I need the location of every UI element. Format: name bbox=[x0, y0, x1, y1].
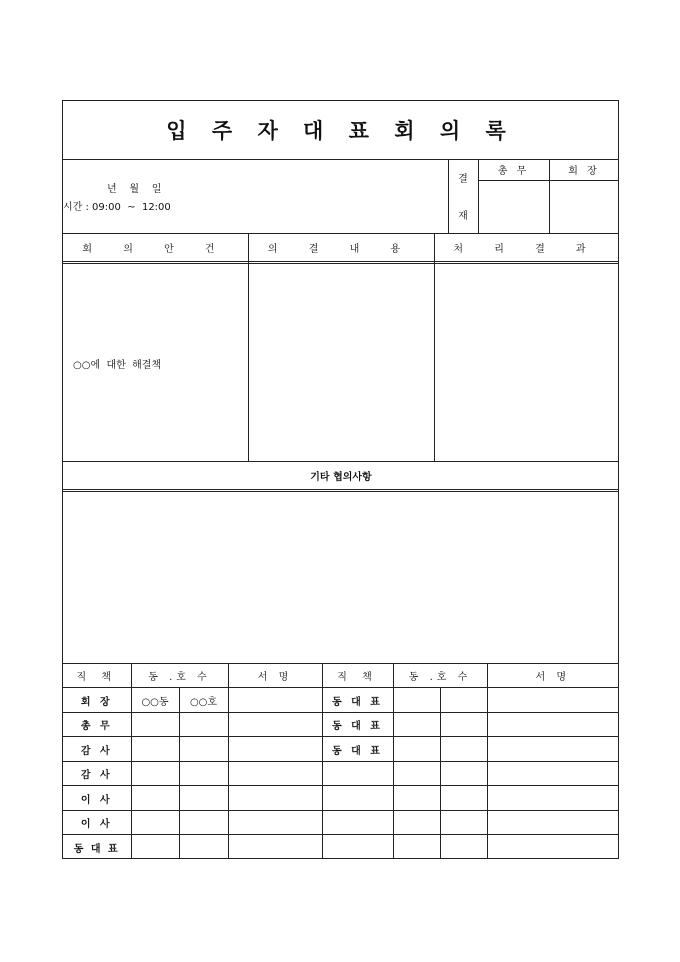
approval-label-bottom: 재 bbox=[458, 210, 468, 222]
header-resolution: 의 결 내 용 bbox=[267, 243, 415, 255]
ho-cell[interactable] bbox=[179, 835, 228, 859]
dong-cell[interactable] bbox=[131, 786, 179, 811]
other-matters-area[interactable] bbox=[63, 493, 619, 663]
header-position-2: 직 책 bbox=[322, 664, 393, 688]
dong-cell[interactable] bbox=[131, 737, 179, 762]
other-matters-header: 기타 협의사항 bbox=[310, 471, 372, 483]
meeting-date: 년 월 일 bbox=[107, 184, 162, 195]
meeting-time: 시간 : 09:00 ~ 12:00 bbox=[63, 202, 171, 213]
role-cell-2 bbox=[322, 761, 393, 786]
signature-cell-2[interactable] bbox=[487, 761, 618, 786]
header-signature: 서 명 bbox=[228, 664, 322, 688]
ho-cell-2[interactable] bbox=[440, 712, 487, 737]
dong-cell[interactable] bbox=[131, 761, 179, 786]
ho-cell-2[interactable] bbox=[440, 737, 487, 762]
table-row bbox=[63, 688, 618, 713]
approval-sign-president[interactable] bbox=[549, 181, 619, 232]
signature-cell[interactable] bbox=[228, 810, 322, 835]
table-row bbox=[63, 786, 618, 811]
ho-cell[interactable]: ○○호 bbox=[179, 688, 228, 713]
ho-cell[interactable] bbox=[179, 761, 228, 786]
dong-cell[interactable]: ○○동 bbox=[131, 688, 179, 713]
signature-cell[interactable] bbox=[228, 761, 322, 786]
signature-cell-2[interactable] bbox=[487, 810, 618, 835]
signature-cell[interactable] bbox=[228, 835, 322, 859]
role-cell: 이 사 bbox=[63, 810, 131, 835]
role-cell: 총 무 bbox=[63, 712, 131, 737]
signature-cell-2[interactable] bbox=[487, 712, 618, 737]
approval-sign-treasurer[interactable] bbox=[478, 181, 549, 232]
header-result: 처 리 결 과 bbox=[453, 243, 600, 255]
dong-cell-2[interactable] bbox=[393, 810, 440, 835]
signature-cell-2[interactable] bbox=[487, 786, 618, 811]
approval-col-president: 회 장 bbox=[568, 166, 600, 177]
signature-cell[interactable] bbox=[228, 712, 322, 737]
role-cell: 감 사 bbox=[63, 737, 131, 762]
approval-col-treasurer: 총 무 bbox=[497, 166, 530, 177]
signature-cell[interactable] bbox=[228, 688, 322, 713]
table-row bbox=[63, 835, 618, 859]
signature-cell-2[interactable] bbox=[487, 688, 618, 713]
attendee-table bbox=[63, 664, 618, 859]
meeting-minutes-form bbox=[62, 100, 619, 859]
signature-cell[interactable] bbox=[228, 786, 322, 811]
ho-cell[interactable] bbox=[179, 786, 228, 811]
header-unit: 동 .호 수 bbox=[131, 664, 228, 688]
role-cell-2: 동 대 표 bbox=[322, 688, 393, 713]
role-cell: 이 사 bbox=[63, 786, 131, 811]
approval-label-top: 결 bbox=[458, 173, 468, 185]
ho-cell-2[interactable] bbox=[440, 810, 487, 835]
header-unit-2: 동 .호 수 bbox=[393, 664, 487, 688]
role-cell-2 bbox=[322, 810, 393, 835]
role-cell: 회 장 bbox=[63, 688, 131, 713]
dong-cell-2[interactable] bbox=[393, 688, 440, 713]
ho-cell-2[interactable] bbox=[440, 835, 487, 859]
role-cell-2 bbox=[322, 835, 393, 859]
ho-cell[interactable] bbox=[179, 712, 228, 737]
header-signature-2: 서 명 bbox=[487, 664, 618, 688]
table-row bbox=[63, 712, 618, 737]
header-agenda: 회 의 안 건 bbox=[82, 243, 229, 255]
signature-cell[interactable] bbox=[228, 737, 322, 762]
role-cell-2: 동 대 표 bbox=[322, 712, 393, 737]
ho-cell-2[interactable] bbox=[440, 786, 487, 811]
resolution-content-area[interactable] bbox=[249, 265, 433, 460]
role-cell: 감 사 bbox=[63, 761, 131, 786]
table-row bbox=[63, 761, 618, 786]
ho-cell-2[interactable] bbox=[440, 688, 487, 713]
dong-cell-2[interactable] bbox=[393, 835, 440, 859]
ho-cell[interactable] bbox=[179, 810, 228, 835]
role-cell-2: 동 대 표 bbox=[322, 737, 393, 762]
dong-cell-2[interactable] bbox=[393, 737, 440, 762]
dong-cell[interactable] bbox=[131, 835, 179, 859]
table-row bbox=[63, 737, 618, 762]
signature-cell-2[interactable] bbox=[487, 835, 618, 859]
role-cell-2 bbox=[322, 786, 393, 811]
result-content-area[interactable] bbox=[435, 265, 618, 460]
attendee-header-row bbox=[63, 664, 618, 688]
divider bbox=[63, 489, 618, 492]
dong-cell[interactable] bbox=[131, 712, 179, 737]
dong-cell-2[interactable] bbox=[393, 786, 440, 811]
role-cell: 동 대 표 bbox=[63, 835, 131, 859]
dong-cell[interactable] bbox=[131, 810, 179, 835]
document-title: 입 주 자 대 표 회 의 록 bbox=[166, 119, 515, 143]
signature-cell-2[interactable] bbox=[487, 737, 618, 762]
dong-cell-2[interactable] bbox=[393, 761, 440, 786]
header-position: 직 책 bbox=[63, 664, 131, 688]
ho-cell-2[interactable] bbox=[440, 761, 487, 786]
dong-cell-2[interactable] bbox=[393, 712, 440, 737]
ho-cell[interactable] bbox=[179, 737, 228, 762]
table-row bbox=[63, 810, 618, 835]
divider bbox=[63, 261, 618, 264]
agenda-item: ○○에 대한 해결책 bbox=[73, 360, 162, 371]
